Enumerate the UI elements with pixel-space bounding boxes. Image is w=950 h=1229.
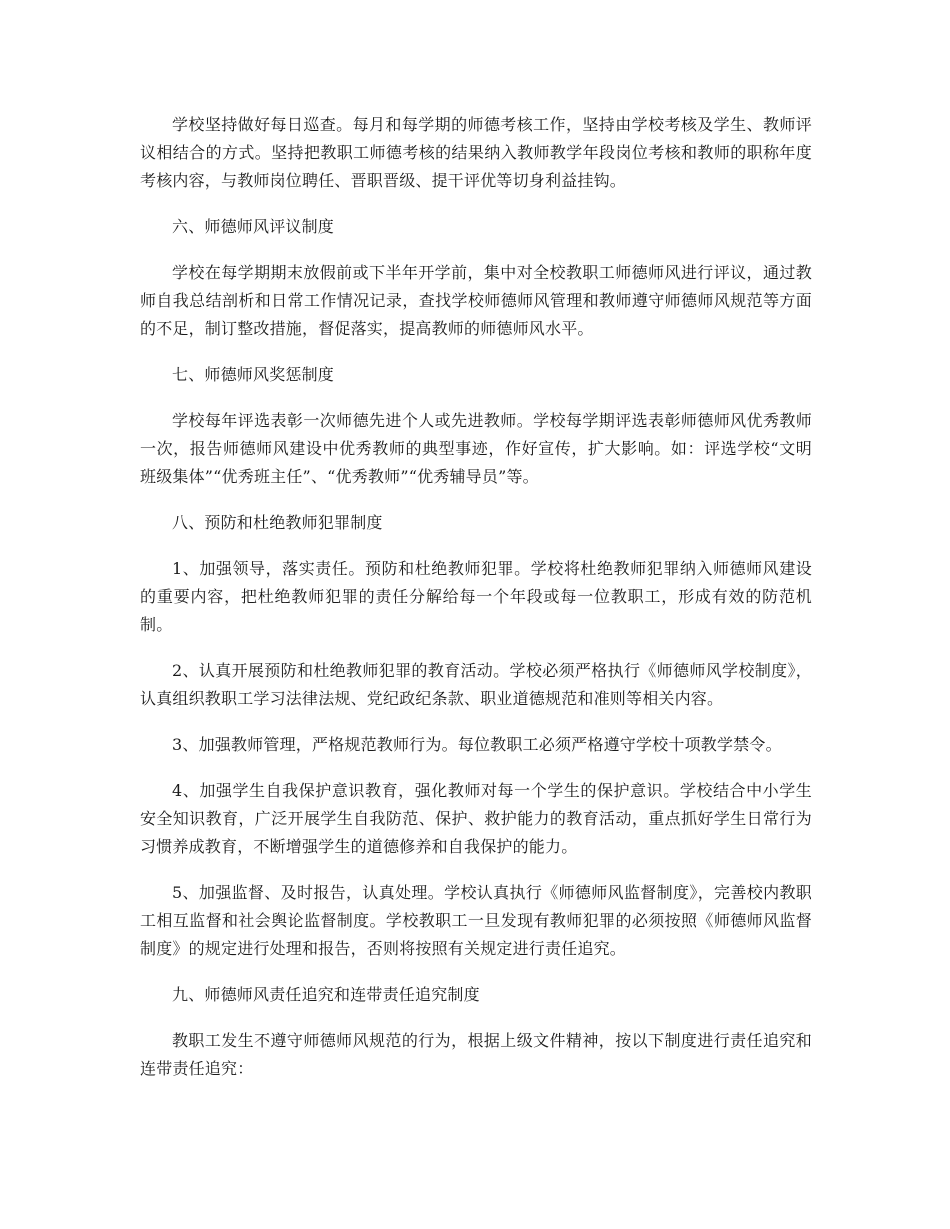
section-heading-8: 八、预防和杜绝教师犯罪制度 — [172, 513, 383, 532]
section-heading-7: 七、师德师风奖惩制度 — [172, 365, 335, 384]
document-body — [140, 111, 812, 1101]
paragraph-evaluation: 学校在每学期期末放假前或下半年开学前，集中对全校教职工师德师风进行评议，通过教师自我总结剖析和日常工作情况记录，查找学校师德师风管理和教师遵守师德师风规范等方面的不足，制订整改措施，督促落实，提高教师的师德师风水平。 — [140, 263, 812, 338]
paragraph-daily-inspection: 学校坚持做好每日巡查。每月和每学期的师德考核工作，坚持由学校考核及学生、教师评议相结合的方式。坚持把教职工师德考核的结果纳入教师教学年段岗位考核和教师的职称年度考核内容，与教师岗位聘任、晋职晋级、提干评优等切身利益挂钩。 — [140, 115, 812, 190]
paragraph-accountability: 教职工发生不遵守师德师风规范的行为，根据上级文件精神，按以下制度进行责任追究和连带责任追究： — [140, 1031, 812, 1078]
section-heading-6: 六、师德师风评议制度 — [172, 217, 335, 236]
paragraph-rewards: 学校每年评选表彰一次师德先进个人或先进教师。学校每学期评选表彰师德师风优秀教师一次，报告师德师风建设中优秀教师的典型事迹，作好宣传，扩大影响。如：评选学校“文明班级集体”“优秀班主任”、“优秀教师”“优秀辅导员”等。 — [140, 411, 812, 486]
section-heading-9: 九、师德师风责任追究和连带责任追究制度 — [172, 985, 480, 1004]
paragraph-item-4: 4、加强学生自我保护意识教育，强化教师对每一个学生的保护意识。学校结合中小学生安全知识教育，广泛开展学生自我防范、保护、救护能力的教育活动，重点抓好学生日常行为习惯养成教育，不断增强学生的道德修养和自我保护的能力。 — [140, 781, 812, 856]
paragraph-item-3: 3、加强教师管理，严格规范教师行为。每位教职工必须严格遵守学校十项教学禁令。 — [172, 735, 782, 754]
paragraph-item-1: 1、加强领导，落实责任。预防和杜绝教师犯罪。学校将杜绝教师犯罪纳入师德师风建设的重要内容，把杜绝教师犯罪的责任分解给每一个年段或每一位教职工，形成有效的防范机制。 — [140, 559, 812, 634]
paragraph-item-5: 5、加强监督、及时报告，认真处理。学校认真执行《师德师风监督制度》，完善校内教职工相互监督和社会舆论监督制度。学校教职工一旦发现有教师犯罪的必须按照《师德师风监督制度》的规定进行处理和报告，否则将按照有关规定进行责任追究。 — [140, 883, 812, 958]
paragraph-item-2: 2、认真开展预防和杜绝教师犯罪的教育活动。学校必须严格执行《师德师风学校制度》，认真组织教职工学习法律法规、党纪政纪条款、职业道德规范和准则等相关内容。 — [140, 661, 812, 708]
